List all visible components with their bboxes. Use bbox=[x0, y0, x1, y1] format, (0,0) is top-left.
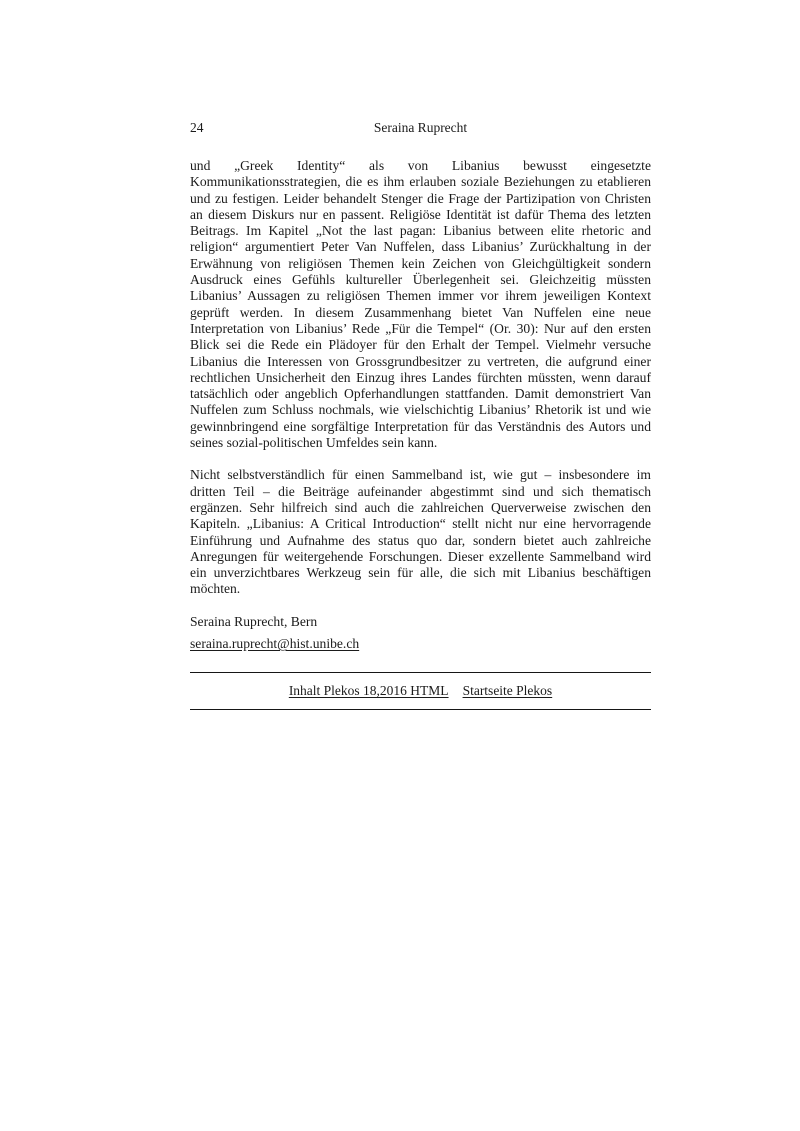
page-header bbox=[190, 120, 651, 135]
footer-rule-bottom bbox=[190, 709, 651, 710]
author-email-link[interactable]: seraina.ruprecht@hist.unibe.ch bbox=[190, 636, 360, 652]
review-body bbox=[190, 158, 651, 598]
running-header-title: Seraina Ruprecht bbox=[373, 120, 468, 135]
author-signature bbox=[190, 614, 651, 653]
body-paragraph-1: und „Greek Identity“ als von Libanius bewusst eingesetzte Kommunikationsstrategien, die es ihm erlauben soziale Beziehungen zu etablieren und zu festigen. Leider behandelt Stenger die Frage der Partizipation von Christen an diesem Diskurs nur en passent. Religiöse Identität ist dafür Thema des letzten Beitrags. Im Kapitel „Not the last pagan: Libanius between elite rhetoric and religion“ argumentiert Peter Van Nuffelen, dass Libanius’ Zurückhaltung in der Erwähnung von religiösen Themen kein Zeichen von Gleichgültigkeit sondern Ausdruck eines Gefühls kultureller Überlegenheit sei. Gleichzeitig müssten Libanius’ Aussagen zu religiösen Themen immer vor ihrem jeweiligen Kontext geprüft werden. In diesem Zusammenhang bietet Van Nuffelen eine neue Interpretation von Libanius’ Rede „Für die Tempel“ (Or. 30): Nur auf den ersten Blick sei die Rede ein Plädoyer für den Erhalt der Tempel. Vielmehr versuche Libanius die Interessen von Grossgrundbesitzer zu vertreten, die aufgrund einer rechtlichen Unsicherheit den Einzug ihres Landes fürchten müssten, wenn darauf tatsächlich oder angeblich Opferhandlungen stattfanden. Damit demonstriert Van Nuffelen zum Schluss nochmals, wie vielschichtig Libanius’ Rhetorik ist und wie gewinnbringend eine sorgfältige Interpretation für das Verständnis des Autors und seines sozial-politischen Umfeldes sein kann. bbox=[190, 158, 651, 451]
startseite-plekos-link[interactable]: Startseite Plekos bbox=[462, 683, 553, 699]
page-number: 24 bbox=[190, 120, 204, 135]
text-block bbox=[190, 120, 651, 710]
footer-links bbox=[190, 673, 651, 709]
body-paragraph-2: Nicht selbstverständlich für einen Sammelband ist, wie gut – insbesondere im dritten Teil – die Beiträge aufeinander abgestimmt sind und sich thematisch ergänzen. Sehr hilfreich sind auch die zahlreichen Querverweise zwischen den Kapiteln. „Libanius: A Critical Introduction“ stellt nicht nur eine hervorragende Einführung und Aufnahme des status quo dar, sondern bietet auch zahlreiche Anregungen für weitergehende Forschungen. Dieser exzellente Sammelband wird ein unverzichtbares Werkzeug sein für alle, die sich mit Libanius beschäftigen möchten. bbox=[190, 467, 651, 597]
inhalt-plekos-link[interactable]: Inhalt Plekos 18,2016 HTML bbox=[288, 683, 449, 699]
page-footer bbox=[190, 672, 651, 710]
author-name-line: Seraina Ruprecht, Bern bbox=[190, 613, 318, 629]
